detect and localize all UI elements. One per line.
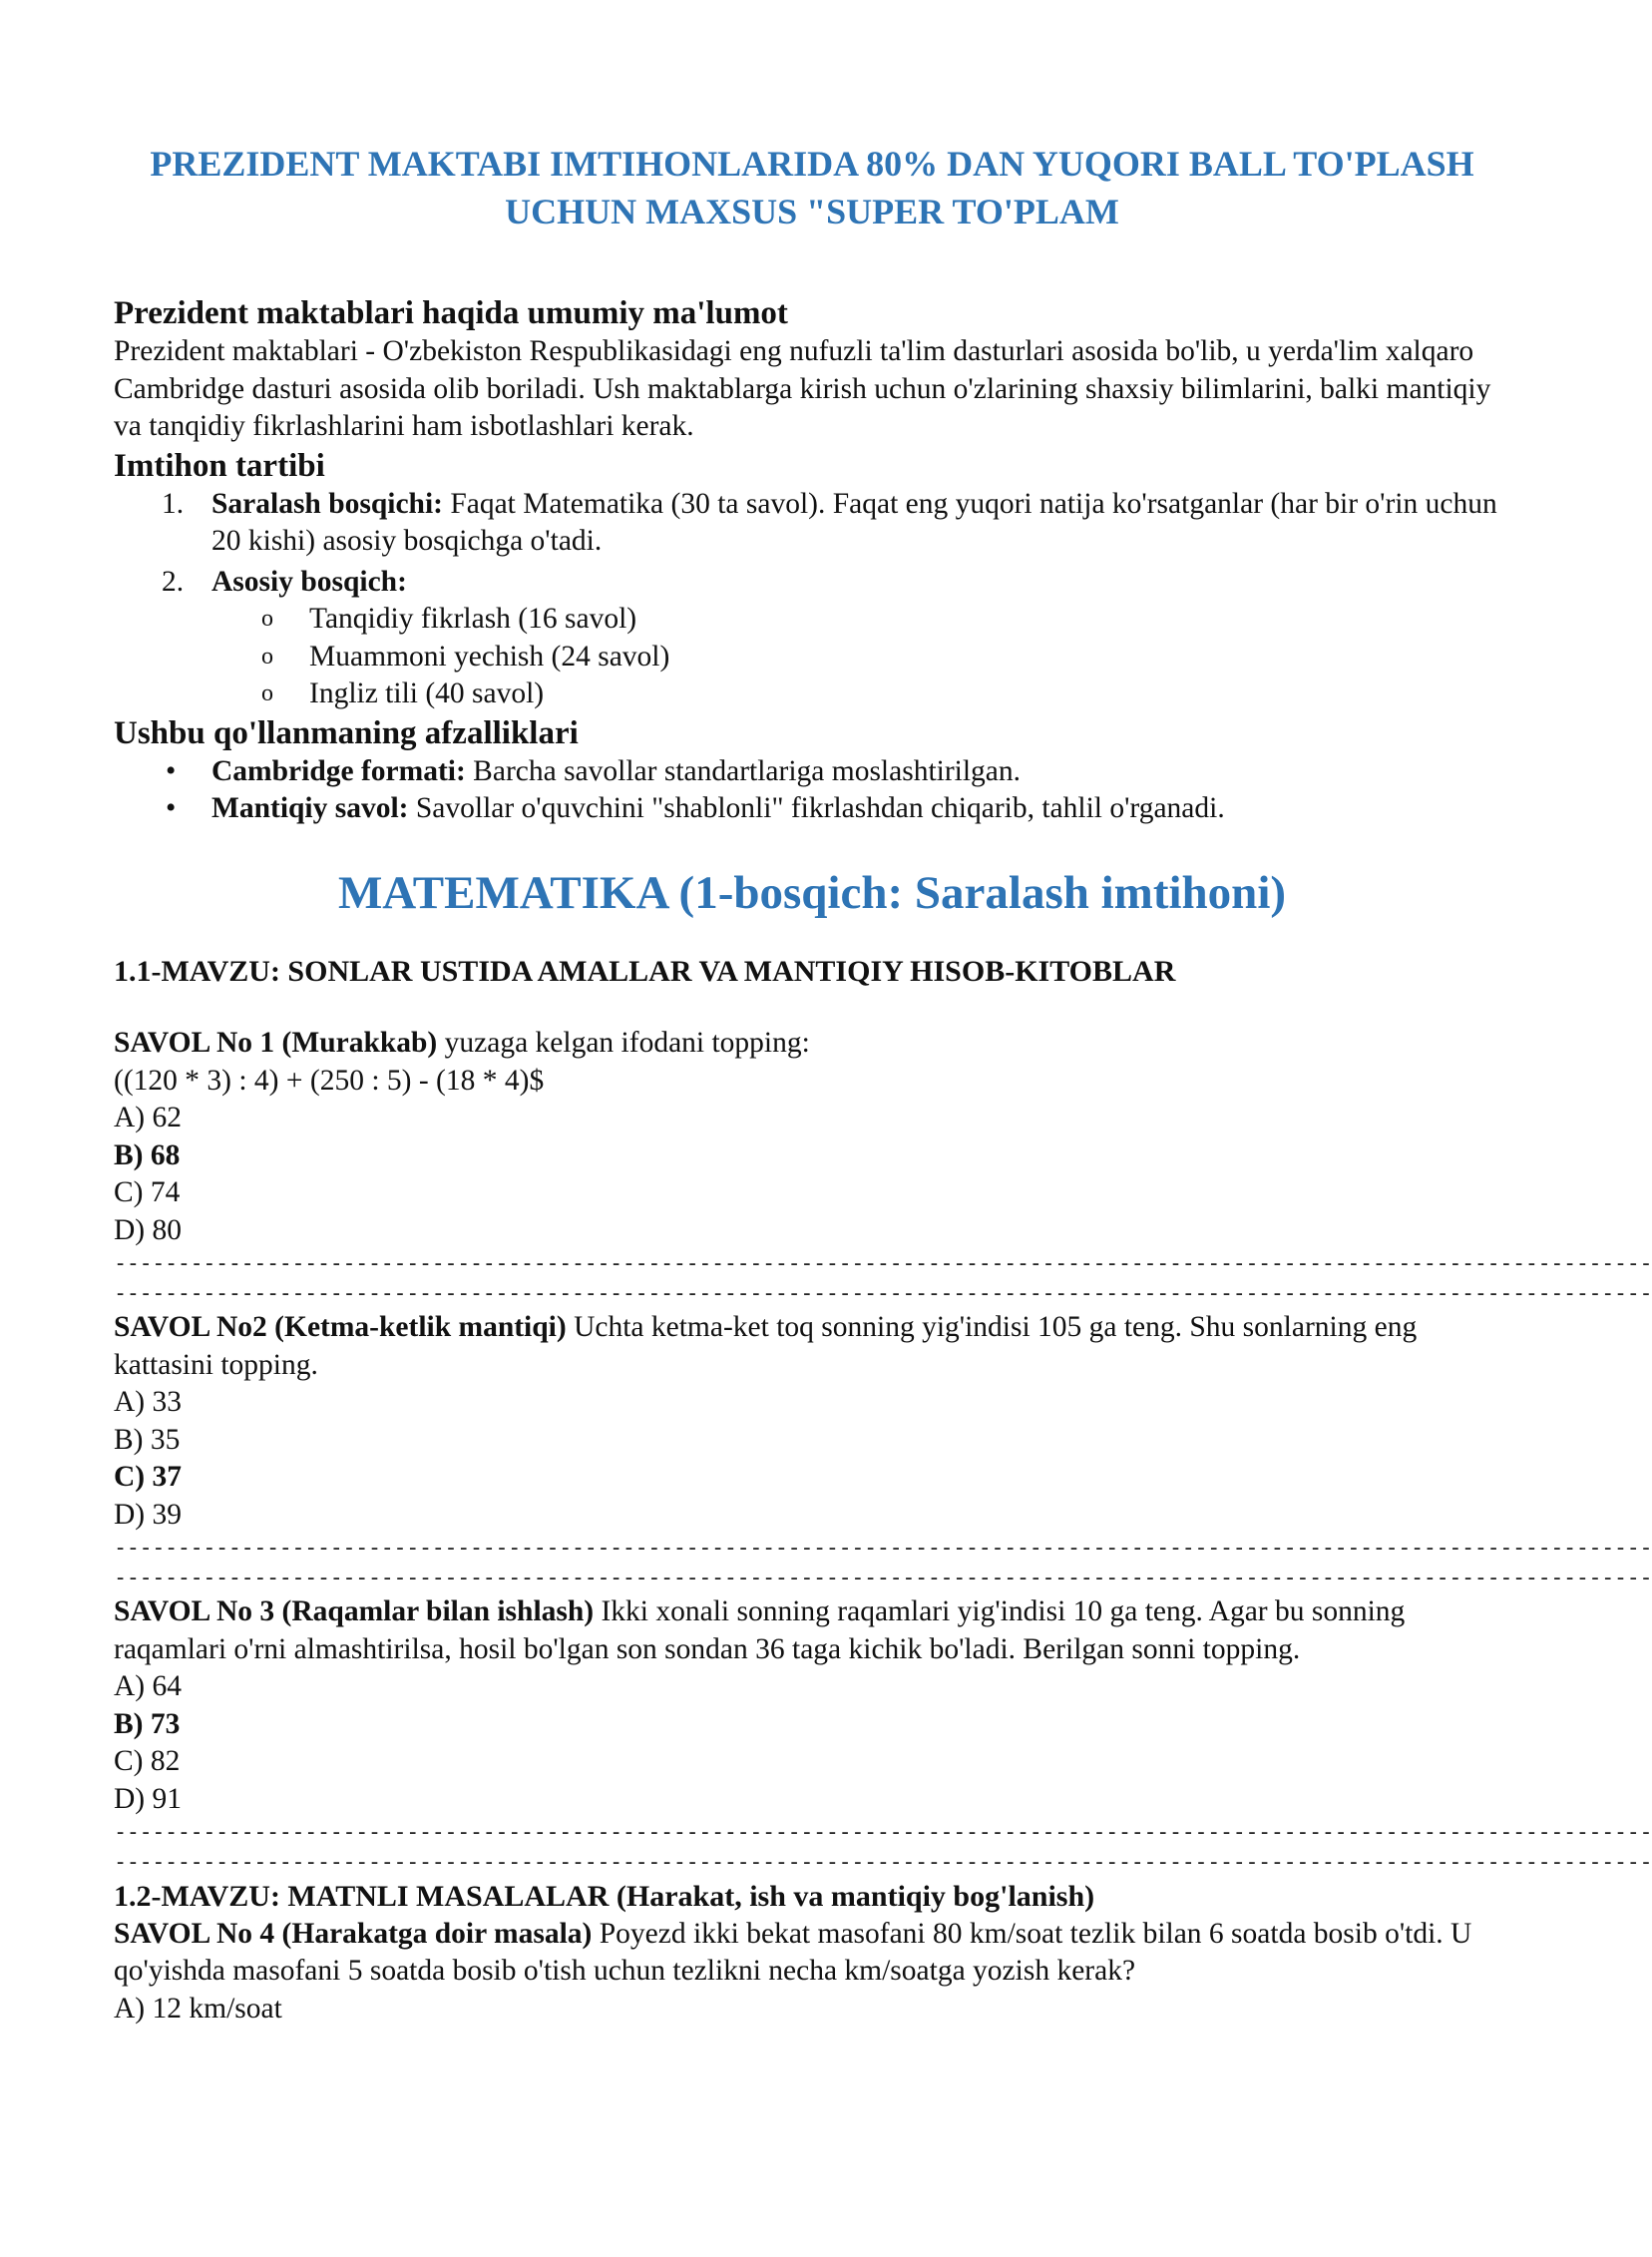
bullet-icon: • — [166, 754, 177, 787]
circle-bullet-icon: o — [261, 606, 273, 632]
option: D) 39 — [114, 1498, 183, 1531]
step-label: Asosiy bosqich: — [211, 565, 407, 598]
separator-line: ------------------------------------------------------------------------------------------------------------------------- — [114, 1281, 1652, 1306]
document-page — [114, 140, 1652, 2028]
option: A) 64 — [114, 1670, 183, 1702]
step-number: 2. — [162, 565, 185, 598]
benefit-label: Cambridge formati: — [211, 754, 466, 787]
question-label: SAVOL No 3 (Raqamlar bilan ishlash) — [114, 1595, 595, 1627]
sub-step-text: Tanqidiy fikrlash (16 savol) — [309, 603, 637, 635]
question-text: Ikki xonali sonning raqamlari yig'indisi 10 ga teng. Agar bu sonning raqamlari o'rni almashtirilsa, hosil bo'lgan son sondan 36 taga kichik bo'ladi. Berilgan sonni topping. — [114, 1595, 1406, 1665]
general-info-heading: Prezident maktablari haqida umumiy ma'lumot — [114, 295, 788, 331]
sub-step-text: Ingliz tili (40 savol) — [309, 677, 545, 709]
option: C) 82 — [114, 1745, 181, 1777]
step-text: Faqat Matematika (30 ta savol). Faqat eng yuqori natija ko'rsatganlar (har bir o'rin uchun 20 kishi) asosiy bosqichga o'tadi. — [211, 487, 1497, 557]
question-3 — [114, 1593, 1510, 1668]
benefit-item — [114, 753, 1510, 791]
bullet-icon: • — [166, 792, 177, 824]
sub-step — [114, 676, 1510, 713]
document-title — [114, 140, 1510, 235]
exam-step — [114, 486, 1510, 561]
main-stage-sublist — [114, 601, 1510, 713]
title-line-2: UCHUN MAXSUS "SUPER TO'PLAM — [505, 192, 1119, 231]
step-label: Saralash bosqichi: — [211, 487, 443, 520]
option: D) 80 — [114, 1213, 183, 1246]
benefit-text: Barcha savollar standartlariga moslashtirilgan. — [465, 754, 1022, 787]
option-correct: C) 37 — [114, 1461, 183, 1493]
benefit-text: Savollar o'quvchini "shablonli" fikrlashdan chiqarib, tahlil o'rganadi. — [408, 792, 1225, 824]
question-text: Uchta ketma-ket toq sonning yig'indisi 105 ga teng. Shu sonlarning eng kattasini topping. — [114, 1311, 1418, 1381]
general-info-text: Prezident maktablari - O'zbekiston Respublikasidagi eng nufuzli ta'lim dasturlari asosida bo'lib, u yerda'lim xalqaro Cambridge dasturi asosida olib boriladi. Ush maktablarga kirish uchun o'zlarining shaxsiy bilimlarini, balki mantiqiy va tanqidiy fikrlashlarini ham isbotlashlari kerak. — [114, 335, 1491, 442]
sub-step — [114, 639, 1510, 677]
option: A) 62 — [114, 1102, 183, 1133]
topic-1-heading: 1.1-MAVZU: SONLAR USTIDA AMALLAR VA MANTIQIY HISOB-KITOBLAR — [114, 954, 1176, 988]
question-label: SAVOL No 1 (Murakkab) — [114, 1027, 438, 1059]
question-2 — [114, 1309, 1510, 1384]
separator-line: ------------------------------------------------------------------------------------------------------------------------- — [114, 1536, 1652, 1561]
option-correct: B) 73 — [114, 1707, 181, 1740]
exam-order-heading: Imtihon tartibi — [114, 447, 325, 484]
question-1 — [114, 1025, 1510, 1063]
benefit-label: Mantiqiy savol: — [211, 792, 409, 824]
sub-step — [114, 601, 1510, 639]
option: A) 33 — [114, 1386, 183, 1418]
benefits-heading: Ushbu qo'llanmaning afzalliklari — [114, 714, 579, 751]
separator-line: ------------------------------------------------------------------------------------------------------------------------- — [114, 1566, 1652, 1590]
separator-line: ------------------------------------------------------------------------------------------------------------------------- — [114, 1820, 1652, 1845]
step-number: 1. — [162, 487, 185, 520]
sub-step-text: Muammoni yechish (24 savol) — [309, 640, 670, 673]
option-correct: B) 68 — [114, 1138, 181, 1171]
question-text: Poyezd ikki bekat masofani 80 km/soat tezlik bilan 6 soatda bosib o'tdi. U qo'yishda masofani 5 soatda bosib o'tish uchun tezlikni necha km/soatga yozish kerak? — [114, 1917, 1472, 1987]
separator-line: ------------------------------------------------------------------------------------------------------------------------- — [114, 1251, 1652, 1276]
math-section-title: MATEMATIKA (1-bosqich: Saralash imtihoni) — [337, 866, 1287, 919]
option: B) 35 — [114, 1423, 181, 1456]
option: D) 91 — [114, 1782, 183, 1815]
question-text: yuzaga kelgan ifodani topping: — [437, 1027, 810, 1059]
separator-line: ------------------------------------------------------------------------------------------------------------------------- — [114, 1850, 1652, 1875]
exam-steps-list — [114, 486, 1510, 602]
benefit-item — [114, 790, 1510, 828]
question-label: SAVOL No2 (Ketma-ketlik mantiqi) — [114, 1311, 567, 1343]
exam-step — [114, 564, 1510, 602]
circle-bullet-icon: o — [261, 643, 273, 670]
circle-bullet-icon: o — [261, 680, 273, 706]
topic-2-heading: 1.2-MAVZU: MATNLI MASALALAR (Harakat, ish va mantiqiy bog'lanish) — [114, 1880, 1095, 1913]
question-1-expression: ((120 * 3) : 4) + (250 : 5) - (18 * 4)$ — [114, 1064, 545, 1097]
question-label: SAVOL No 4 (Harakatga doir masala) — [114, 1917, 593, 1950]
benefits-list — [114, 753, 1510, 828]
question-4 — [114, 1916, 1510, 1991]
option: A) 12 km/soat — [114, 1992, 282, 2025]
option: C) 74 — [114, 1176, 181, 1208]
title-line-1: PREZIDENT MAKTABI IMTIHONLARIDA 80% DAN YUQORI BALL TO'PLASH — [150, 144, 1474, 184]
